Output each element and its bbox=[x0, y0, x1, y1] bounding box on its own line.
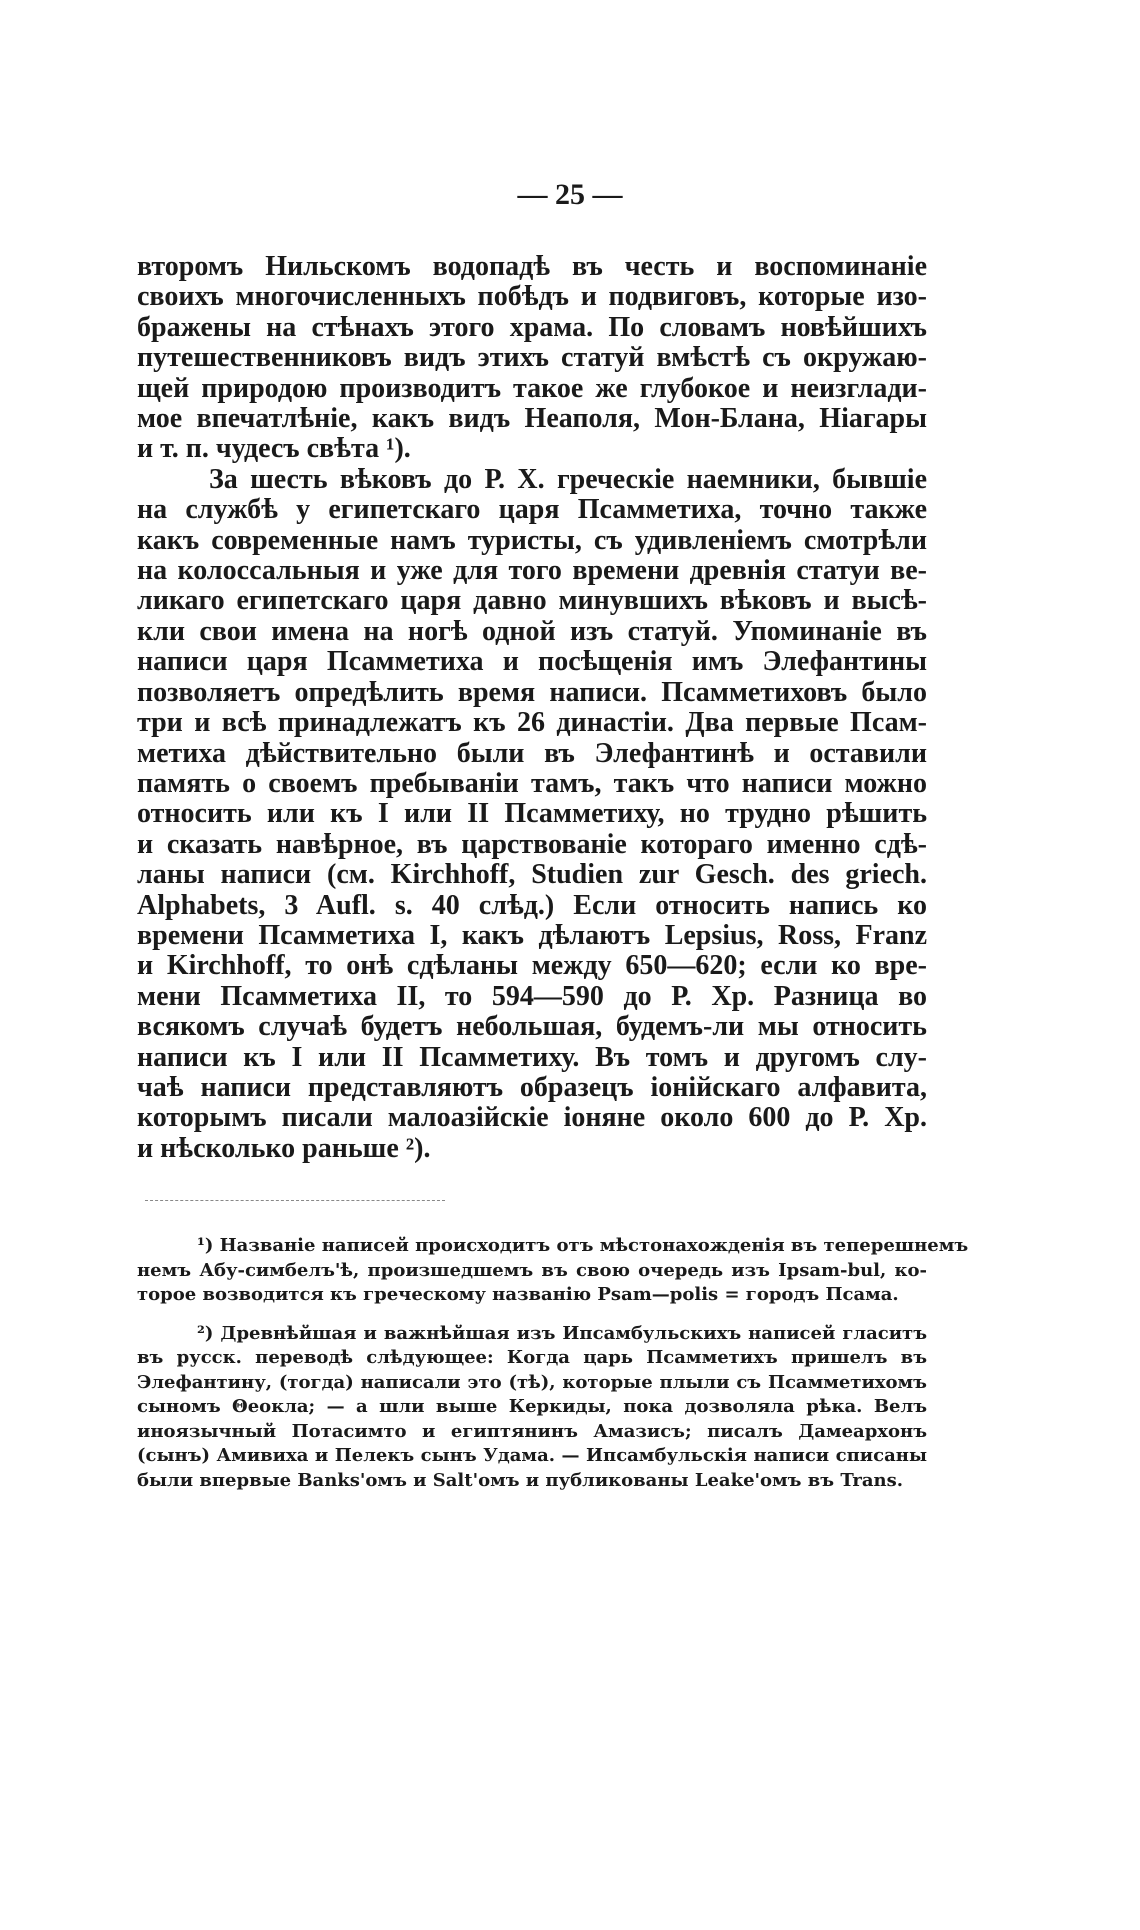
text-line: мени Псамметиха II, то 594—590 до Р. Хр. Разница во bbox=[137, 980, 927, 1012]
text-line: метиха дѣйствительно были въ Элефантинѣ и оставили bbox=[137, 737, 927, 769]
text-line: щей природою производитъ такое же глубокое и неизглади- bbox=[137, 372, 927, 404]
text-line: и Kirchhoff, то онѣ сдѣланы между 650—620; если ко вре- bbox=[137, 950, 927, 982]
text-line: За шесть вѣковъ до Р. Х. греческіе наемники, бывшіе bbox=[209, 463, 927, 495]
footnote-line: ²) Древнѣйшая и важнѣйшая изъ Ипсамбульскихъ написей гласитъ bbox=[197, 1322, 927, 1344]
text-line: которымъ писали малоазійскіе іоняне около 600 до Р. Хр. bbox=[137, 1102, 927, 1134]
text-line: чаѣ написи представляютъ образецъ іонійскаго алфавита, bbox=[137, 1071, 927, 1103]
footnote-1 bbox=[137, 1234, 969, 1308]
text-line: какъ современные намъ туристы, съ удивленіемъ смотрѣли bbox=[137, 524, 927, 556]
footnote-line: иноязычный Потасимто и египтянинъ Амазисъ; писалъ Дамеархонъ bbox=[137, 1420, 927, 1442]
footnote-line: ¹) Названіе написей происходитъ отъ мѣстонахожденія въ теперешнемъ bbox=[197, 1235, 969, 1256]
text-line: путешественниковъ видъ этихъ статуй вмѣстѣ съ окружаю- bbox=[137, 342, 927, 374]
text-line: три и всѣ принадлежатъ къ 26 династіи. Два первые Псам- bbox=[137, 707, 927, 739]
footnote-line: (сынъ) Амивиха и Пелекъ сынъ Удама. — Ипсамбульскія написи списаны bbox=[137, 1445, 927, 1466]
footnote-line: Элефантину, (тогда) написали это (тѣ), которые плыли съ Псамметихомъ bbox=[137, 1371, 927, 1393]
text-line: Alphabets, 3 Aufl. s. 40 слѣд.) Если относить напись ко bbox=[137, 889, 927, 921]
text-line: и сказать навѣрное, въ царствованіе котораго именно сдѣ- bbox=[137, 828, 927, 860]
footnote-line: немъ Абу-симбелъ'ѣ, произшедшемъ въ свою очередь изъ Ipsam-bul, ко- bbox=[137, 1259, 927, 1281]
paragraph-1 bbox=[137, 252, 927, 465]
text-line: своихъ многочисленныхъ побѣдъ и подвиговъ, которые изо- bbox=[137, 281, 927, 313]
footnote-line: сыномъ Θеокла; — а шли выше Керкиды, пока дозволяла рѣка. Велъ bbox=[137, 1396, 927, 1417]
text-line: написи къ I или II Псамметиху. Въ томъ и другомъ слу- bbox=[137, 1041, 927, 1073]
text-line: относить или къ I или II Псамметиху, но трудно рѣшить bbox=[137, 798, 927, 830]
footnote-line: въ русск. переводѣ слѣдующее: Когда царь Псамметихъ пришелъ въ bbox=[137, 1347, 927, 1368]
text-line: времени Псамметиха I, какъ дѣлаютъ Lepsius, Ross, Franz bbox=[137, 919, 927, 951]
text-line: и т. п. чудесъ свѣта ¹). bbox=[137, 433, 411, 465]
text-line: написи царя Псамметиха и посѣщенія имъ Элефантины bbox=[137, 646, 927, 678]
text-line: на службѣ у египетскаго царя Псамметиха, точно также bbox=[137, 494, 927, 526]
paragraph-2 bbox=[137, 465, 927, 1164]
text-line: на колоссальныя и уже для того времени древнія статуи ве- bbox=[137, 555, 927, 587]
footnote-line: были впервые Banks'омъ и Salt'омъ и публикованы Leake'омъ въ Trans. bbox=[137, 1469, 904, 1491]
text-line: второмъ Нильскомъ водопадѣ въ честь и воспоминаніе bbox=[137, 251, 927, 282]
footnotes bbox=[137, 1234, 969, 1493]
text-line: кли свои имена на ногѣ одной изъ статуй. Упоминаніе въ bbox=[137, 615, 927, 647]
footnote-separator bbox=[145, 1200, 445, 1201]
page-number: — 25 — bbox=[517, 178, 623, 211]
text-line: ликаго египетскаго царя давно минувшихъ вѣковъ и высѣ- bbox=[137, 585, 927, 617]
main-text bbox=[137, 252, 927, 1164]
text-line: бражены на стѣнахъ этого храма. По словамъ новѣйшихъ bbox=[137, 311, 927, 343]
text-line: позволяетъ опредѣлить время написи. Псамметиховъ было bbox=[137, 676, 927, 708]
footnote-2 bbox=[137, 1322, 927, 1494]
footnote-line: торое возводится къ греческому названію Psam—polis = городъ Псама. bbox=[137, 1284, 899, 1305]
text-line: мое впечатлѣніе, какъ видъ Неаполя, Мон-Блана, Ніагары bbox=[137, 403, 927, 435]
text-line: всякомъ случаѣ будетъ небольшая, будемъ-ли мы относить bbox=[137, 1011, 927, 1043]
text-line: ланы написи (см. Kirchhoff, Studien zur Gesch. des griech. bbox=[137, 859, 927, 891]
text-line: и нѣсколько раньше ²). bbox=[137, 1132, 431, 1164]
text-line: память о своемъ пребываніи тамъ, такъ что написи можно bbox=[137, 767, 927, 799]
